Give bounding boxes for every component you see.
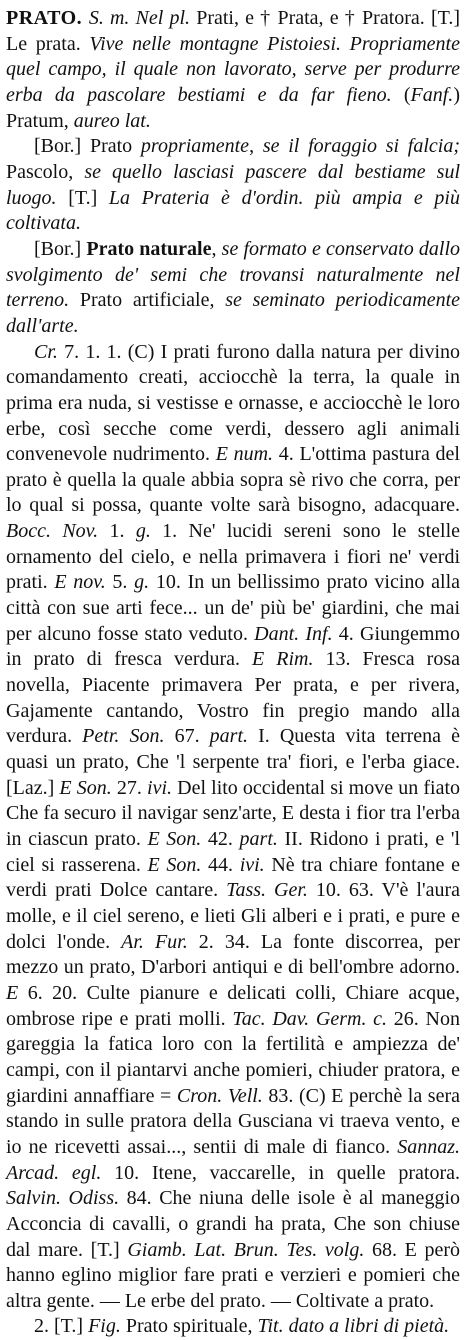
italic-run: Tit. dato a libri di pietà. [257, 1315, 450, 1338]
italic-run: Dant. Inf. [254, 622, 333, 645]
italic-run: g. [134, 571, 150, 594]
text-run: 10. Itene, vaccarelle, in quelle pratora. [101, 1161, 460, 1184]
italic-run: part. [239, 828, 278, 850]
italic-run: aureo lat. [73, 109, 151, 132]
italic-run: Cr. [34, 340, 58, 363]
text-run: [Bor.] [34, 237, 87, 260]
text-run: Prati, e † Prata, e † Pratora. [T.] Le prata. [6, 7, 460, 55]
text-run: [Bor.] Prato [34, 135, 141, 158]
text-run: 5. [105, 571, 135, 594]
text-run: 83. (C) E perchè la sera stando in sulle pratora della Gusciana vi traeva vento, e io ne ricevetti assai..., sentii di male di fianco. [6, 1084, 460, 1158]
text-run: [T.] [56, 186, 109, 209]
text-run: 1. Ne' lucidi sereni sono le stelle ornamento del cielo, e nella primavera i fiori ne' verdi prati. [6, 520, 461, 594]
text-run: 2. 34. La fonte discorrea, per mezzo un prato, D'arbori antiqui e di bell'ombre adorno. [6, 930, 461, 979]
entry-sense-2 [6, 1314, 460, 1340]
text-run: 2. [T.] [34, 1315, 89, 1338]
italic-run: La Prateria è d'ordin. più ampia e più coltivata. [6, 186, 460, 235]
italic-run: E Son. [147, 828, 202, 850]
text-run: 26. Non gareggia la fatica loro con la fertilità e ampiezza de' campi, con il piantarvi anche pomieri, chiuder pratora, e giardini annaffiare = [6, 1007, 460, 1107]
text-run: Prato spirituale, [120, 1315, 258, 1338]
italic-run: ivi. [147, 776, 173, 799]
italic-run: E [6, 981, 19, 1004]
entry-definition [6, 6, 460, 134]
text-run: ) Pratum, [6, 83, 460, 132]
text-run: 68. E però hanno eglino miglior fare prati e verzieri e pomieri che altra gente. — Le erbe del prato. — Coltivate a prato. [6, 1238, 460, 1312]
italic-run: se seminato periodicamente dall'arte. [6, 289, 460, 337]
italic-run: ivi. [239, 853, 265, 876]
italic-run: E Son. [147, 853, 202, 876]
italic-run: E Rim. [252, 648, 314, 671]
text-run: 1. [98, 520, 136, 543]
text-run: 67. [164, 725, 210, 748]
entry-note-bor-1 [6, 134, 460, 237]
text-run: 44. [201, 853, 240, 876]
text-run: , [211, 237, 222, 260]
italic-run: se formato e conservato dallo svolgimento de' semi che trovansi naturalmente nel terreno. [6, 237, 460, 312]
italic-run: S. m. Nel pl. [88, 7, 191, 29]
text-run: 10. 63. V'è l'aura molle, e il ciel sereno, e lieti Gli alberi e i prati, e pure e dolci l'onde. [6, 879, 460, 953]
text-run: 42. [201, 828, 240, 850]
text-run: 7. 1. 1. (C) I prati furono dalla natura per divino comandamento creati, acciocchè la terra, la quale in prima era nuda, si vestisse e ornasse, e acciocchè le loro erbe, così secche come verdi, dessero agli animali convenevole nudrimento. [6, 340, 460, 466]
text-run: ( [391, 83, 411, 106]
italic-run: g. [135, 520, 151, 543]
text-run: , [249, 135, 263, 158]
italic-run: Giamb. Lat. Brun. Tes. volg. [127, 1238, 365, 1261]
text-run: Prato artificiale, [69, 289, 226, 312]
text-run: 84. Che niuna delle isole è al maneggio Acconcia di cavalli, o grandi ha prata, Che son chiuse dal mare. [T.] [6, 1187, 460, 1261]
italic-run: Tass. Ger. [226, 879, 308, 902]
text-run: 10. In un bellissimo prato vicino alla città con sue arti fece... un de' più be' giardini, che mai per alcuno fosse stato veduto. [6, 571, 460, 645]
italic-run: Petr. Son. [82, 725, 165, 748]
text-run: Pascolo, [6, 160, 85, 183]
text-run: 6. 20. Culte pianure e delicati colli, Chiare acque, ombrose ripe e prati molli. [6, 981, 460, 1030]
italic-run: se quello lasciasi pascere dal bestiame sul luogo. [6, 160, 461, 209]
entry-note-bor-2 [6, 237, 460, 340]
italic-run: E nov. [54, 571, 106, 594]
italic-run: propriamente [140, 135, 250, 158]
text-run: 13. Fresca rosa novella, Piacente primavera Per prata, e per rivera, Gajamente cantando, Vostro fin pregio mando alla verdura. [6, 648, 460, 748]
italic-run: Sannaz. Arcad. egl. [6, 1135, 460, 1184]
text-run: 27. [111, 776, 148, 799]
italic-run: Tac. Dav. Germ. c. [232, 1007, 388, 1030]
italic-run: Vive nelle montagne Pistoiesi. Propriamente quel campo, il quale non lavorato, serve per produrre erba da pascolare bestiami e da far fieno. [6, 32, 460, 106]
text-run: Nè tra chiare fontane e verdi prati Dolce cantare. [6, 853, 461, 902]
italic-run: Salvin. Odiss. [6, 1187, 120, 1210]
text-run: II. Ridono i prati, e 'l ciel si rasserena. [6, 828, 461, 876]
italic-run: Cron. Vell. [176, 1084, 263, 1107]
italic-run: E Son. [59, 776, 112, 799]
text-run: Del lito occidental si move un fiato Che fa securo il navigar senz'arte, E desta i fior tra l'erba in ciascun prato. [6, 776, 461, 850]
text-run: 4. Giungemmo in prato di fresca verdura. [6, 622, 460, 671]
entry-citations [6, 340, 460, 1315]
text-run: I. Questa vita terrena è quasi un prato, Che 'l serpente tra' fiori, e l'erba giace. [Laz.] [6, 725, 461, 799]
italic-run: se il foraggio si falcia; [262, 135, 461, 158]
bold-run: Prato naturale [86, 237, 212, 260]
italic-run: Fig. [88, 1315, 121, 1338]
italic-run: Ar. Fur. [121, 930, 188, 953]
italic-run: Fanf. [410, 83, 454, 106]
italic-run: E num. [215, 443, 274, 466]
headword: PRATO. [6, 7, 89, 29]
italic-run: part. [209, 725, 249, 748]
text-run: 4. L'ottima pastura del prato è quella la quale abbia sopra sè rivo che corra, per lo qual si possa, quante volte sarà bisogno, adacquare. [6, 443, 460, 517]
italic-run: Bocc. Nov. [6, 520, 99, 543]
